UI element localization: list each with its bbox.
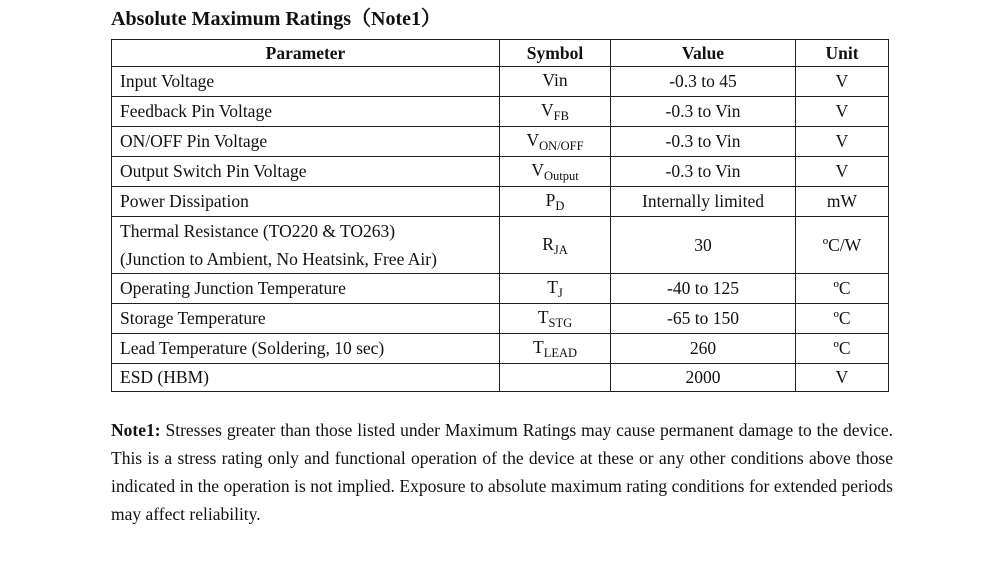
row-symbol: $V_{ON/OFF}$ bbox=[500, 127, 611, 157]
table-row bbox=[112, 274, 889, 304]
table-row bbox=[112, 304, 889, 334]
header-parameter: Parameter bbox=[112, 40, 500, 67]
header-value: Value bbox=[611, 40, 796, 67]
row-value: -0.3 to Vin bbox=[611, 97, 796, 127]
note-paragraph bbox=[111, 416, 893, 528]
datasheet-section bbox=[111, 6, 893, 546]
note-text: Stresses greater than those listed under Maximum Ratings may cause permanent damage to the device. This is a stress rating only and functional operation of the device at these or any other conditions above those indicated in the operation is not implied. Exposure to absolute maximum rating conditions for extended periods may affect reliability. bbox=[111, 420, 893, 524]
row-unit: ºC bbox=[796, 274, 889, 304]
table-header-row bbox=[112, 40, 889, 67]
note-label: Note1: bbox=[111, 420, 161, 440]
row-value: -0.3 to 45 bbox=[611, 67, 796, 97]
ratings-table bbox=[111, 39, 889, 392]
row-parameter: ESD (HBM) bbox=[112, 364, 500, 392]
table-row bbox=[112, 334, 889, 364]
row-parameter: Lead Temperature (Soldering, 10 sec) bbox=[112, 334, 500, 364]
row-unit: V bbox=[796, 67, 889, 97]
section-title: Absolute Maximum Ratings（Note1） bbox=[111, 8, 441, 30]
row-unit: mW bbox=[796, 187, 889, 217]
table-row bbox=[112, 187, 889, 217]
row-value: 260 bbox=[611, 334, 796, 364]
row-symbol: $T_{STG}$ bbox=[500, 304, 611, 334]
table-row bbox=[112, 67, 889, 97]
row-unit: V bbox=[796, 127, 889, 157]
row-parameter: ON/OFF Pin Voltage bbox=[112, 127, 500, 157]
table-row bbox=[112, 157, 889, 187]
row-unit: ºC bbox=[796, 304, 889, 334]
table-row bbox=[112, 97, 889, 127]
row-value: -40 to 125 bbox=[611, 274, 796, 304]
row-parameter: Feedback Pin Voltage bbox=[112, 97, 500, 127]
table-row bbox=[112, 217, 889, 274]
row-symbol: $T_J$ bbox=[500, 274, 611, 304]
row-parameter: Storage Temperature bbox=[112, 304, 500, 334]
row-symbol: $V_{Output}$ bbox=[500, 157, 611, 187]
row-value: -65 to 150 bbox=[611, 304, 796, 334]
header-unit: Unit bbox=[796, 40, 889, 67]
row-value: Internally limited bbox=[611, 187, 796, 217]
row-unit: V bbox=[796, 97, 889, 127]
row-value: -0.3 to Vin bbox=[611, 157, 796, 187]
row-value: -0.3 to Vin bbox=[611, 127, 796, 157]
row-symbol: $V_{FB}$ bbox=[500, 97, 611, 127]
row-unit: V bbox=[796, 157, 889, 187]
row-symbol: $R_{JA}$ bbox=[500, 217, 611, 274]
table-row bbox=[112, 364, 889, 392]
row-parameter bbox=[112, 217, 500, 274]
row-value: 2000 bbox=[611, 364, 796, 392]
row-symbol: $T_{LEAD}$ bbox=[500, 334, 611, 364]
row-unit: V bbox=[796, 364, 889, 392]
row-parameter-line1: Thermal Resistance (TO220 & TO263) bbox=[120, 221, 396, 241]
row-symbol: $P_D$ bbox=[500, 187, 611, 217]
row-unit: ºC bbox=[796, 334, 889, 364]
row-parameter: Operating Junction Temperature bbox=[112, 274, 500, 304]
row-parameter: Input Voltage bbox=[112, 67, 500, 97]
row-symbol bbox=[500, 364, 611, 392]
row-parameter: Power Dissipation bbox=[112, 187, 500, 217]
row-parameter-line2: (Junction to Ambient, No Heatsink, Free Air) bbox=[120, 249, 437, 269]
header-symbol: Symbol bbox=[500, 40, 611, 67]
table-row bbox=[112, 127, 889, 157]
row-value: 30 bbox=[611, 217, 796, 274]
row-unit: ºC/W bbox=[796, 217, 889, 274]
row-symbol: Vin bbox=[500, 67, 611, 97]
row-parameter: Output Switch Pin Voltage bbox=[112, 157, 500, 187]
